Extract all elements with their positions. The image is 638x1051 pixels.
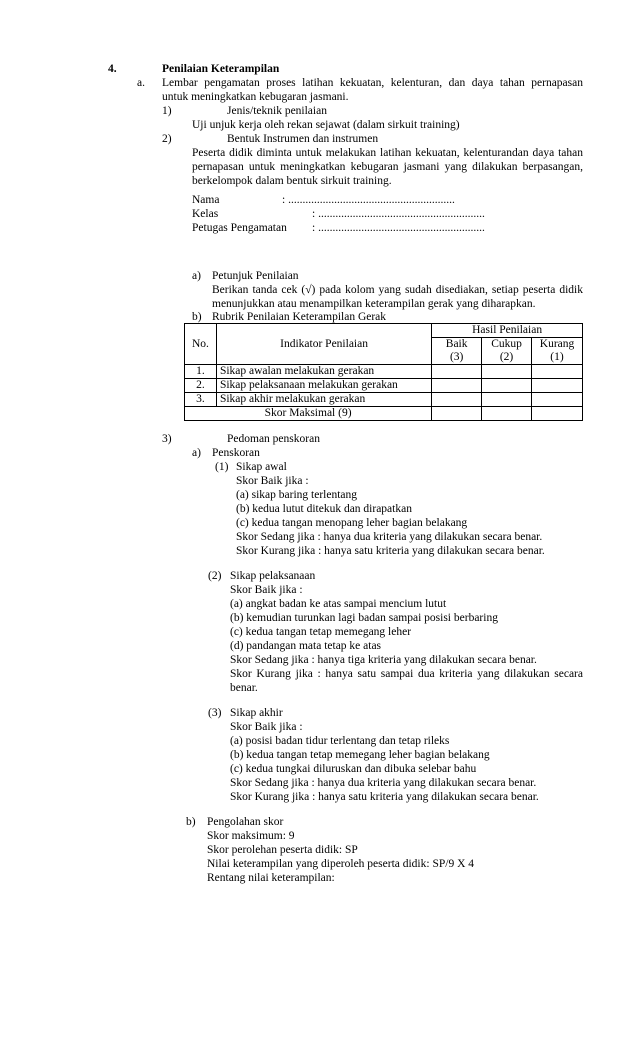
check-cell-kurang[interactable] bbox=[532, 365, 583, 379]
header-kurang-score: (1) bbox=[532, 351, 583, 365]
sikap-pelaksanaan-baik: Skor Baik jika : bbox=[230, 584, 303, 596]
pengolahan-title: Pengolahan skor bbox=[207, 816, 284, 828]
header-baik-score: (3) bbox=[432, 351, 482, 365]
petunjuk-line1: Berikan tanda cek (√) pada kolom yang sudah disediakan, setiap peserta didik bbox=[212, 284, 583, 296]
table-footer-row bbox=[185, 407, 583, 421]
item-2-title: Bentuk Instrumen dan instrumen bbox=[227, 133, 379, 145]
petunjuk-title: Petunjuk Penilaian bbox=[212, 270, 299, 282]
section-title: Penilaian Keterampilan bbox=[162, 63, 280, 75]
table-row bbox=[185, 393, 583, 407]
kelas-field[interactable]: : .......................................................... bbox=[312, 208, 485, 220]
row-no: 2. bbox=[185, 379, 217, 393]
sikap-awal-item: (c) kedua tangan menopang leher bagian belakang bbox=[236, 517, 468, 529]
petunjuk-line2: menunjukkan atau menampilkan keterampilan gerak yang diharapkan. bbox=[212, 298, 536, 310]
sikap-akhir-sedang: Skor Sedang jika : hanya dua kriteria yang dilakukan secara benar. bbox=[230, 777, 537, 789]
sikap-pelaksanaan-item: (d) pandangan mata tetap ke atas bbox=[230, 640, 382, 652]
sikap-awal-marker: (1) bbox=[215, 461, 229, 473]
pengolahan-line: Skor maksimum: 9 bbox=[207, 830, 295, 842]
footer-skor-maksimal: Skor Maksimal (9) bbox=[185, 407, 432, 421]
sikap-akhir-kurang: Skor Kurang jika : hanya satu kriteria yang dilakukan secara benar. bbox=[230, 791, 539, 803]
pengolahan-line: Rentang nilai keterampilan: bbox=[207, 872, 335, 884]
sikap-pelaksanaan-kurang-line2: benar. bbox=[230, 682, 258, 694]
check-cell-baik[interactable] bbox=[432, 365, 482, 379]
item-2-body-line1: Peserta didik diminta untuk melakukan latihan kekuatan, kelenturandan daya tahan bbox=[192, 147, 583, 159]
sikap-awal-sedang: Skor Sedang jika : hanya dua kriteria yang dilakukan secara benar. bbox=[236, 531, 543, 543]
check-cell-baik[interactable] bbox=[432, 379, 482, 393]
item-2-body-line2: pernapasan untuk meningkatkan kebugaran jasmani yang dilakukan berpasangan, bbox=[192, 161, 583, 173]
sikap-pelaksanaan-item: (c) kedua tangan tetap memegang leher bbox=[230, 626, 412, 638]
table-row bbox=[185, 379, 583, 393]
sikap-awal-baik: Skor Baik jika : bbox=[236, 475, 309, 487]
sikap-akhir-item: (a) posisi badan tidur terlentang dan tetap rileks bbox=[230, 735, 450, 747]
item-2-body-line3: berkelompok dalam bentuk sirkuit training. bbox=[192, 175, 392, 187]
header-cukup: Cukup bbox=[482, 338, 532, 352]
sikap-akhir-title: Sikap akhir bbox=[230, 707, 283, 719]
item-a-text-line1: Lembar pengamatan proses latihan kekuatan, kelenturan, dan daya tahan pernapasan bbox=[162, 77, 583, 89]
sikap-pelaksanaan-kurang-line1: Skor Kurang jika : hanya satu sampai dua kriteria yang dilakukan secara bbox=[230, 668, 583, 680]
total-cell-kurang[interactable] bbox=[532, 407, 583, 421]
row-no: 3. bbox=[185, 393, 217, 407]
header-no: No. bbox=[185, 324, 217, 365]
section-number: 4. bbox=[108, 63, 117, 75]
sikap-pelaksanaan-marker: (2) bbox=[208, 570, 222, 582]
pengolahan-line: Nilai keterampilan yang diperoleh peserta didik: SP/9 X 4 bbox=[207, 858, 474, 870]
row-indikator: Sikap akhir melakukan gerakan bbox=[216, 393, 431, 407]
sikap-pelaksanaan-item: (a) angkat badan ke atas sampai mencium lutut bbox=[230, 598, 447, 610]
header-indikator: Indikator Penilaian bbox=[216, 324, 431, 365]
penskoran-marker: a) bbox=[192, 447, 201, 459]
item-1-number: 1) bbox=[162, 105, 172, 117]
sikap-awal-kurang: Skor Kurang jika : hanya satu kriteria yang dilakukan secara benar. bbox=[236, 545, 545, 557]
item-1-body: Uji unjuk kerja oleh rekan sejawat (dalam sirkuit training) bbox=[192, 119, 460, 131]
nama-field[interactable]: : .......................................................... bbox=[282, 194, 455, 206]
check-cell-kurang[interactable] bbox=[532, 379, 583, 393]
header-kurang: Kurang bbox=[532, 338, 583, 352]
row-no: 1. bbox=[185, 365, 217, 379]
petunjuk-marker: a) bbox=[192, 270, 201, 282]
item-2-number: 2) bbox=[162, 133, 172, 145]
sikap-pelaksanaan-item: (b) kemudian turunkan lagi badan sampai posisi berbaring bbox=[230, 612, 498, 624]
sikap-awal-item: (a) sikap baring terlentang bbox=[236, 489, 358, 501]
row-indikator: Sikap pelaksanaan melakukan gerakan bbox=[216, 379, 431, 393]
header-baik: Baik bbox=[432, 338, 482, 352]
item-a-text-line2: untuk meningkatkan kebugaran jasmani. bbox=[162, 91, 349, 103]
check-cell-cukup[interactable] bbox=[482, 365, 532, 379]
penskoran-title: Penskoran bbox=[212, 447, 260, 459]
header-hasil: Hasil Penilaian bbox=[432, 324, 583, 338]
pedoman-title: Pedoman penskoran bbox=[227, 433, 320, 445]
sikap-akhir-baik: Skor Baik jika : bbox=[230, 721, 303, 733]
item-a-marker: a. bbox=[137, 77, 145, 89]
pedoman-number: 3) bbox=[162, 433, 172, 445]
rubrik-marker: b) bbox=[192, 311, 202, 323]
check-cell-cukup[interactable] bbox=[482, 393, 532, 407]
total-cell-baik[interactable] bbox=[432, 407, 482, 421]
petugas-label: Petugas Pengamatan bbox=[192, 222, 287, 234]
sikap-akhir-item: (b) kedua tangan tetap memegang leher bagian belakang bbox=[230, 749, 490, 761]
sikap-pelaksanaan-sedang: Skor Sedang jika : hanya tiga kriteria yang dilakukan secara benar. bbox=[230, 654, 537, 666]
sikap-awal-item: (b) kedua lutut ditekuk dan dirapatkan bbox=[236, 503, 412, 515]
kelas-label: Kelas bbox=[192, 208, 219, 220]
table-row bbox=[185, 365, 583, 379]
rubrik-table bbox=[184, 323, 583, 421]
total-cell-cukup[interactable] bbox=[482, 407, 532, 421]
sikap-pelaksanaan-title: Sikap pelaksanaan bbox=[230, 570, 316, 582]
header-cukup-score: (2) bbox=[482, 351, 532, 365]
rubrik-title: Rubrik Penilaian Keterampilan Gerak bbox=[212, 311, 387, 323]
pengolahan-line: Skor perolehan peserta didik: SP bbox=[207, 844, 358, 856]
nama-label: Nama bbox=[192, 194, 220, 206]
petugas-field[interactable]: : .......................................................... bbox=[312, 222, 485, 234]
sikap-akhir-marker: (3) bbox=[208, 707, 222, 719]
pengolahan-marker: b) bbox=[186, 816, 196, 828]
check-cell-kurang[interactable] bbox=[532, 393, 583, 407]
item-1-title: Jenis/teknik penilaian bbox=[227, 105, 327, 117]
check-cell-cukup[interactable] bbox=[482, 379, 532, 393]
sikap-awal-title: Sikap awal bbox=[236, 461, 287, 473]
sikap-akhir-item: (c) kedua tungkai diluruskan dan dibuka selebar bahu bbox=[230, 763, 477, 775]
row-indikator: Sikap awalan melakukan gerakan bbox=[216, 365, 431, 379]
check-cell-baik[interactable] bbox=[432, 393, 482, 407]
